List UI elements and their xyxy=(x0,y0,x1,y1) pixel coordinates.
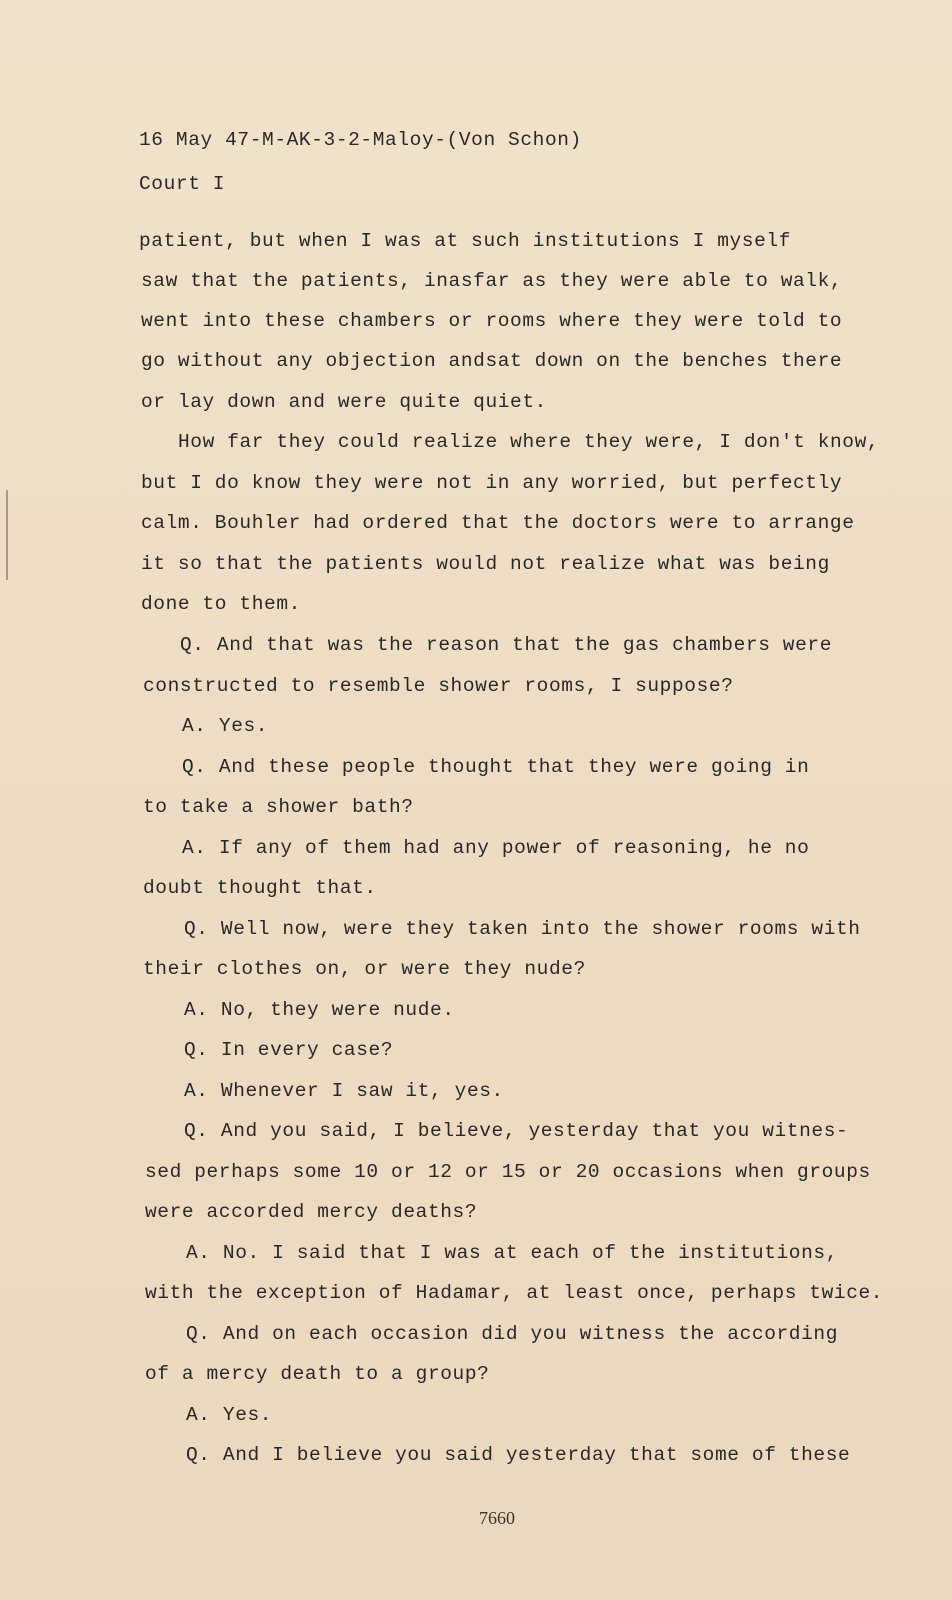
transcript-line: their clothes on, or were they nude? xyxy=(143,958,586,980)
transcript-line: were accorded mercy deaths? xyxy=(145,1201,478,1223)
transcript-line: doubt thought that. xyxy=(143,877,377,899)
transcript-line: go without any objection andsat down on the benches there xyxy=(141,350,843,372)
transcript-line: saw that the patients, inasfar as they were able to walk, xyxy=(141,270,843,292)
answer-line: A. If any of them had any power of reasoning, he no xyxy=(182,837,810,859)
answer-line: A. No. I said that I was at each of the institutions, xyxy=(186,1242,839,1264)
transcript-line: patient, but when I was at such institutions I myself xyxy=(139,230,792,252)
question-line: Q. And these people thought that they were going in xyxy=(182,756,810,778)
transcript-line: to take a shower bath? xyxy=(143,796,414,818)
transcript-line: but I do know they were not in any worried, but perfectly xyxy=(141,472,843,494)
page-number: 7660 xyxy=(479,1508,515,1528)
header-docket-line: 16 May 47-M-AK-3-2-Maloy-(Von Schon) xyxy=(139,129,582,151)
answer-line: A. Yes. xyxy=(186,1404,273,1426)
transcript-line: How far they could realize where they were, I don't know, xyxy=(178,431,880,453)
answer-line: A. Yes. xyxy=(182,715,269,737)
question-line: Q. And on each occasion did you witness the according xyxy=(186,1323,839,1345)
question-line: Q. Well now, were they taken into the shower rooms with xyxy=(184,918,861,940)
transcript-line: sed perhaps some 10 or 12 or 15 or 20 occasions when groups xyxy=(145,1161,871,1183)
question-line: Q. And you said, I believe, yesterday that you witnes- xyxy=(184,1120,849,1142)
question-line: Q. And that was the reason that the gas chambers were xyxy=(180,634,833,656)
transcript-line: done to them. xyxy=(141,593,301,615)
header-court-line: Court I xyxy=(139,173,226,195)
transcript-line: with the exception of Hadamar, at least once, perhaps twice. xyxy=(145,1282,884,1304)
page-edge-mark xyxy=(6,490,8,580)
transcript-line: constructed to resemble shower rooms, I suppose? xyxy=(143,675,734,697)
transcript-line: calm. Bouhler had ordered that the doctors were to arrange xyxy=(141,512,855,534)
answer-line: A. Whenever I saw it, yes. xyxy=(184,1080,504,1102)
question-line: Q. In every case? xyxy=(184,1039,394,1061)
answer-line: A. No, they were nude. xyxy=(184,999,455,1021)
question-line: Q. And I believe you said yesterday that some of these xyxy=(186,1444,851,1466)
transcript-line: of a mercy death to a group? xyxy=(145,1363,490,1385)
transcript-line: it so that the patients would not realize what was being xyxy=(141,553,830,575)
transcript-line: went into these chambers or rooms where they were told to xyxy=(141,310,843,332)
transcript-line: or lay down and were quite quiet. xyxy=(141,391,547,413)
